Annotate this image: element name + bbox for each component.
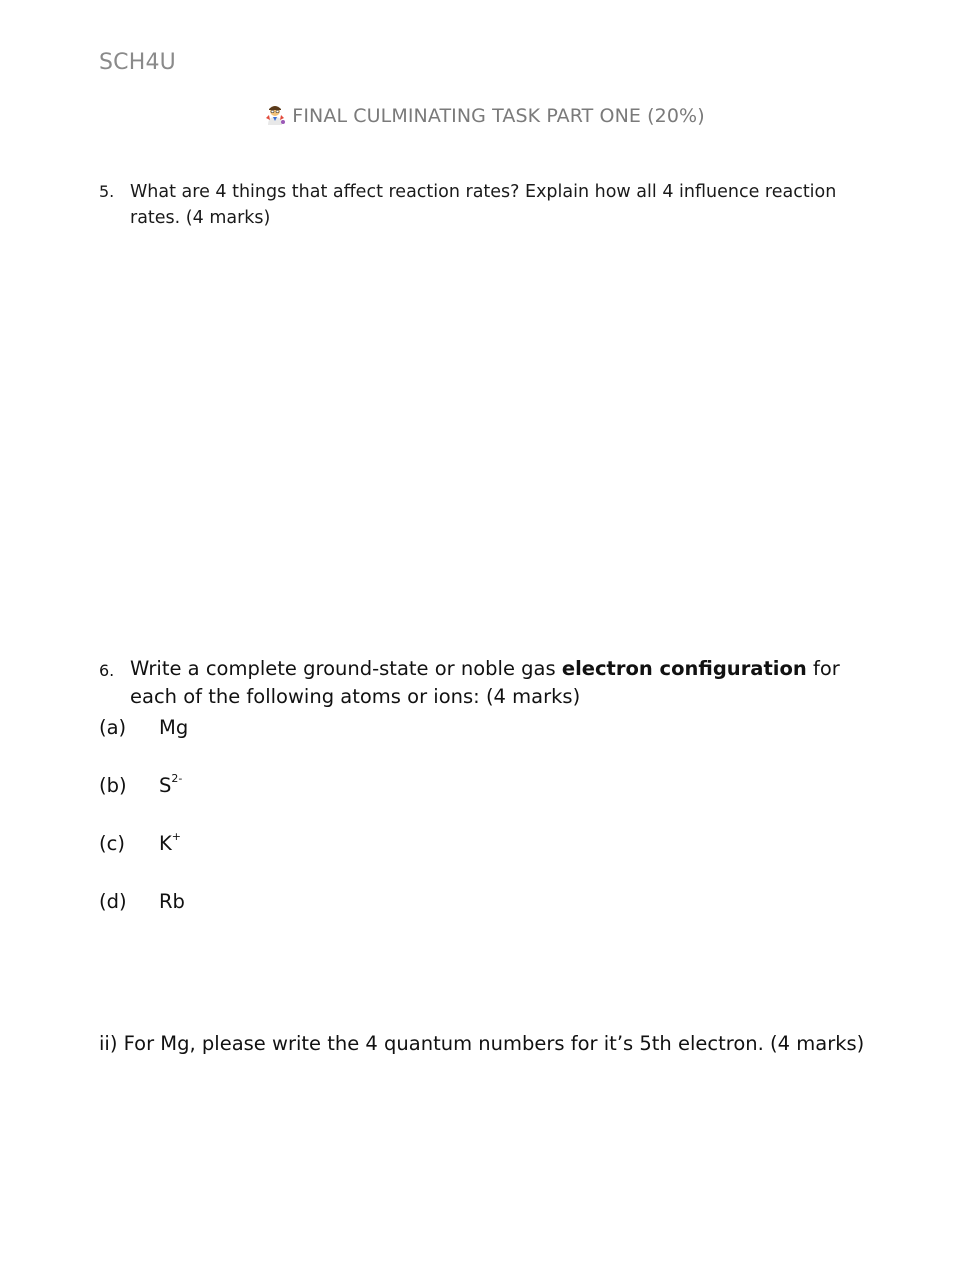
part-charge: + [171,830,182,843]
part-species: Mg [159,716,189,739]
part-letter: (a) [99,716,127,739]
question-number: 5. [99,182,115,201]
part-species: Rb [159,890,185,913]
part-d [99,888,185,913]
part-letter: (b) [99,774,127,797]
question-text-after: for each of the following atoms or ions: (4 marks) [130,657,840,708]
question-number: 6. [99,661,115,680]
part-species: S [159,774,172,797]
part-a [99,714,188,739]
task-title-text: FINAL CULMINATING TASK PART ONE (20%) [292,105,705,127]
question-5 [99,179,879,231]
part-letter: (c) [99,832,125,855]
course-code: SCH4U [99,50,176,75]
part-b [99,772,182,797]
part-c [99,830,181,855]
sub-question-ii: ii) For Mg, please write the 4 quantum numbers for it’s 5th electron. (4 marks) [99,1032,865,1055]
scientist-icon [264,104,286,126]
part-species: K [159,832,172,855]
question-text-before: Write a complete ground-state or noble gas [130,657,562,680]
part-charge: 2- [171,772,183,785]
part-letter: (d) [99,890,127,913]
question-text-bold: electron configuration [561,657,807,680]
question-text [130,655,889,711]
question-text: What are 4 things that affect reaction rates? Explain how all 4 influence reaction rates. (4 marks) [130,182,837,228]
task-title [0,104,969,127]
question-6 [99,655,889,711]
